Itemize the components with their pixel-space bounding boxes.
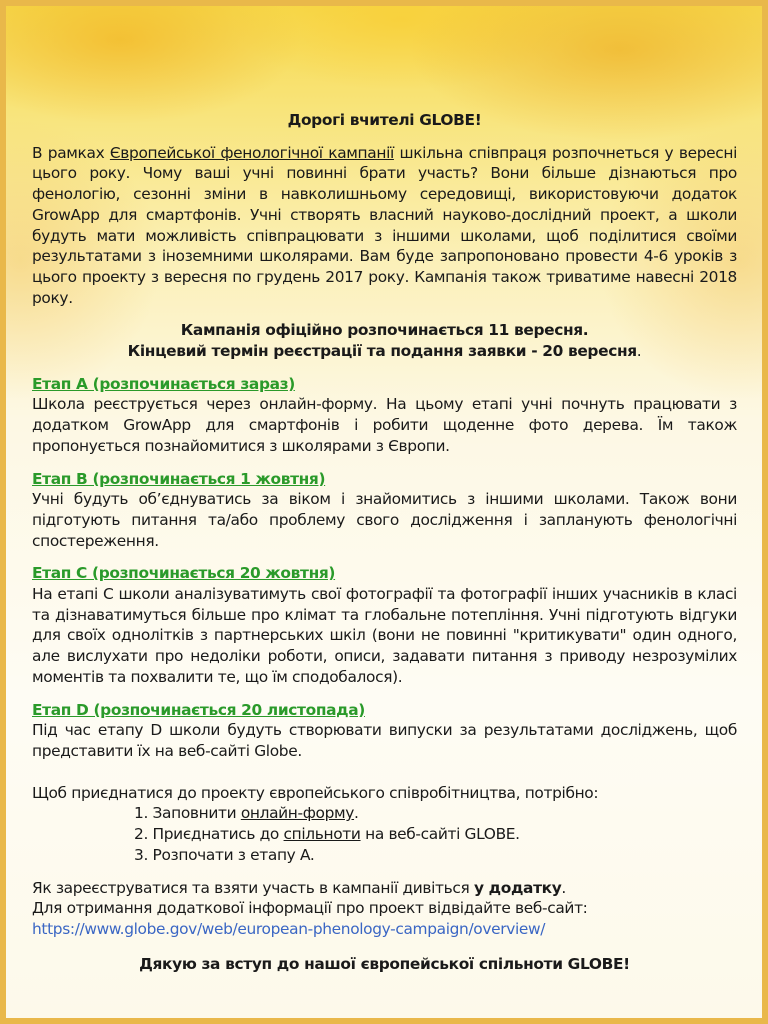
intro-text-cont: шкільна співпраця розпочнеться у вересні цього року. Чому ваші учні повинні брати участь? Вони більше дізнаються про фенологію, сезонні зміни в навколишньому середовищі, використовуючи додаток GrowApp для смартфонів. Учні створять власний науково-дослідний проект, а школи будуть мати можливість співпрацювати з іншими школами, щоб поділитися своїми результатами з іноземними школярами. Вам буде запропоновано провести 4-6 уроків з цього проекту з вересня по грудень 2017 року. Кампанія також триватиме навесні 2018 року. (32, 143, 738, 307)
thanks-line: Дякую за вступ до нашої європейської спільноти GLOBE! (139, 954, 630, 973)
campaign-link[interactable]: Європейської фенологічної кампанії (109, 143, 394, 162)
stage-c (32, 563, 737, 687)
greeting-title: Дорогі вчителі GLOBE! (287, 111, 482, 129)
register-end: . (561, 878, 566, 897)
stage-b-heading[interactable]: Етап B (розпочинається 1 жовтня) (32, 469, 326, 488)
campaign-url-link[interactable]: https://www.globe.gov/web/european-phenology-campaign/overview/ (32, 919, 546, 938)
register-note (32, 878, 737, 899)
stage-d (32, 700, 737, 762)
announcement (32, 320, 737, 361)
letter (32, 110, 737, 974)
step-text-end: . (354, 804, 359, 823)
join-step (32, 845, 737, 866)
deadline-period: . (636, 342, 642, 361)
intro-paragraph (32, 143, 737, 309)
step-text-end: на веб-сайті GLOBE. (360, 825, 520, 844)
info-note: Для отримання додаткової інформації про проект відвідайте веб-сайт: (32, 899, 588, 918)
join-step (32, 824, 737, 845)
step-text: 1. Заповнити (134, 804, 241, 823)
start-date: Кампанія офіційно розпочинається 11 вересня. (180, 321, 589, 340)
community-link[interactable]: спільноти (283, 825, 361, 844)
deadline (32, 341, 737, 362)
stage-c-heading[interactable]: Етап C (розпочинається 20 жовтня) (32, 564, 336, 583)
join-intro: Щоб приєднатися до проекту європейського співробітництва, потрібно: (32, 783, 599, 802)
step-text: 2. Приєднатись до (134, 825, 284, 844)
stage-b-text: Учні будуть об’єднуватись за віком і знайомитись з іншими школами. Також вони підготують питання та/або проблему свого дослідження і запланують фенологічні спостереження. (32, 490, 737, 550)
stage-a-heading[interactable]: Етап A (розпочинається зараз) (32, 374, 295, 393)
step-text: 3. Розпочати з етапу A. (134, 845, 315, 864)
online-form-link[interactable]: онлайн-форму (240, 804, 355, 823)
stage-d-text: Під час етапу D школи будуть створювати випуски за результатами досліджень, щоб представити їх на веб-сайті Globe. (32, 721, 737, 760)
stage-a-text: Школа реєструється через онлайн-форму. На цьому етапі учні почнуть працювати з додатком GrowApp для смартфонів і робити щоденне фото дерева. Їм також пропонується познайомитися з школярами з Європи. (32, 395, 737, 455)
deadline-text: Кінцевий термін реєстрації та подання заявки - 20 вересня (127, 342, 637, 361)
stage-d-heading[interactable]: Етап D (розпочинається 20 листопада) (32, 700, 365, 719)
join-step (32, 803, 737, 824)
join-steps (32, 803, 737, 865)
intro-text: В рамках (32, 143, 110, 162)
stage-b (32, 469, 737, 552)
register-text: Як зареєструватися та взяти участь в кампанії дивіться (32, 878, 474, 897)
stage-a (32, 374, 737, 457)
stage-c-text: На етапі C школи аналізуватимуть свої фотографії та фотографії інших учасників в класі та дізнаватимуться більше про клімат та глобальне потепління. Учні підготують відгуки для своїх однолітків з партнерських шкіл (вони не повинні "критикувати" один одного, але вислухати про недоліки роботи, описи, задавати питання з приводу незрозумілих моментів та похвалити те, що їм сподобалося). (32, 585, 737, 686)
appendix-ref: у додатку (473, 878, 562, 897)
